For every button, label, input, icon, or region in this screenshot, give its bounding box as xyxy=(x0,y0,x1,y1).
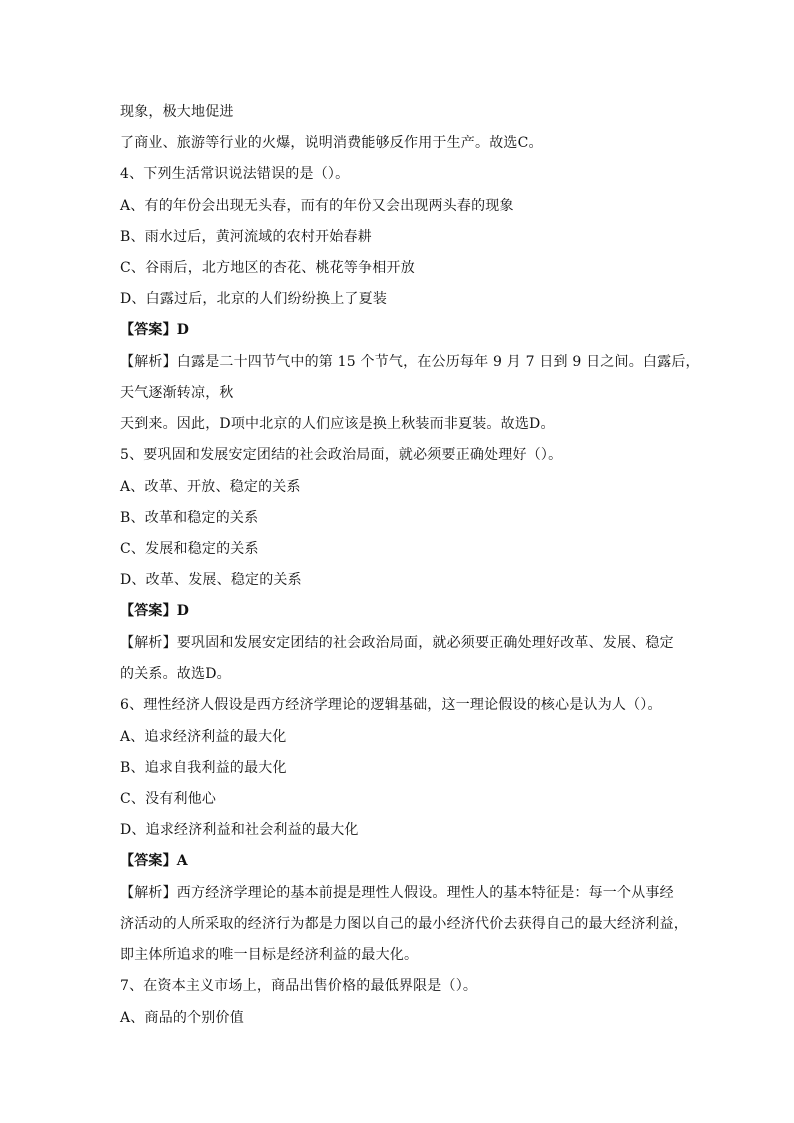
option-a: A、商品的个别价值 xyxy=(120,1010,244,1026)
text-line: 天到来。因此，D项中北京的人们应该是换上秋装而非夏装。故选D。 xyxy=(120,416,555,432)
option-b: B、追求自我利益的最大化 xyxy=(120,760,287,776)
option-c: C、发展和稳定的关系 xyxy=(120,541,259,557)
text-line: 即主体所追求的唯一目标是经济利益的最大化。 xyxy=(120,947,419,963)
text-line: 济活动的人所采取的经济行为都是力图以自己的最小经济代价去获得自己的最大经济利益， xyxy=(120,916,688,932)
analysis-line: 【解析】西方经济学理论的基本前提是理性人假设。理性人的基本特征是：每一个从事经 xyxy=(120,885,674,901)
option-b: B、雨水过后，黄河流域的农村开始春耕 xyxy=(120,229,372,245)
text-line: 的关系。故选D。 xyxy=(120,666,231,682)
option-b: B、改革和稳定的关系 xyxy=(120,510,259,526)
option-d: D、追求经济利益和社会利益的最大化 xyxy=(120,822,359,838)
option-a: A、有的年份会出现无头春，而有的年份又会出现两头春的现象 xyxy=(120,198,514,214)
question-5: 5、要巩固和发展安定团结的社会政治局面，就必须要正确处理好（）。 xyxy=(120,447,563,463)
text-line: 了商业、旅游等行业的火爆，说明消费能够反作用于生产。故选C。 xyxy=(120,135,543,151)
option-a: A、改革、开放、稳定的关系 xyxy=(120,479,301,495)
analysis-line: 【解析】要巩固和发展安定团结的社会政治局面，就必须要正确处理好改革、发展、稳定 xyxy=(120,635,674,651)
text-line: 天气逐渐转凉，秋 xyxy=(120,385,234,401)
analysis-line: 【解析】白露是二十四节气中的第 15 个节气，在公历每年 9 月 7 日到 9 日之间。白露后， xyxy=(120,354,700,370)
option-d: D、改革、发展、稳定的关系 xyxy=(120,572,302,588)
question-7: 7、在资本主义市场上，商品出售价格的最低界限是（）。 xyxy=(120,978,478,994)
answer-line: 【答案】D xyxy=(120,322,190,338)
text-line: 现象，极大地促进 xyxy=(120,104,234,120)
option-d: D、白露过后，北京的人们纷纷换上了夏装 xyxy=(120,291,388,307)
option-a: A、追求经济利益的最大化 xyxy=(120,729,287,745)
option-c: C、谷雨后，北方地区的杏花、桃花等争相开放 xyxy=(120,260,415,276)
answer-line: 【答案】D xyxy=(120,603,190,619)
question-6: 6、理性经济人假设是西方经济学理论的逻辑基础，这一理论假设的核心是认为人（）。 xyxy=(120,697,662,713)
option-c: C、没有利他心 xyxy=(120,791,217,807)
question-4: 4、下列生活常识说法错误的是（）。 xyxy=(120,166,350,182)
answer-line: 【答案】A xyxy=(120,853,188,869)
